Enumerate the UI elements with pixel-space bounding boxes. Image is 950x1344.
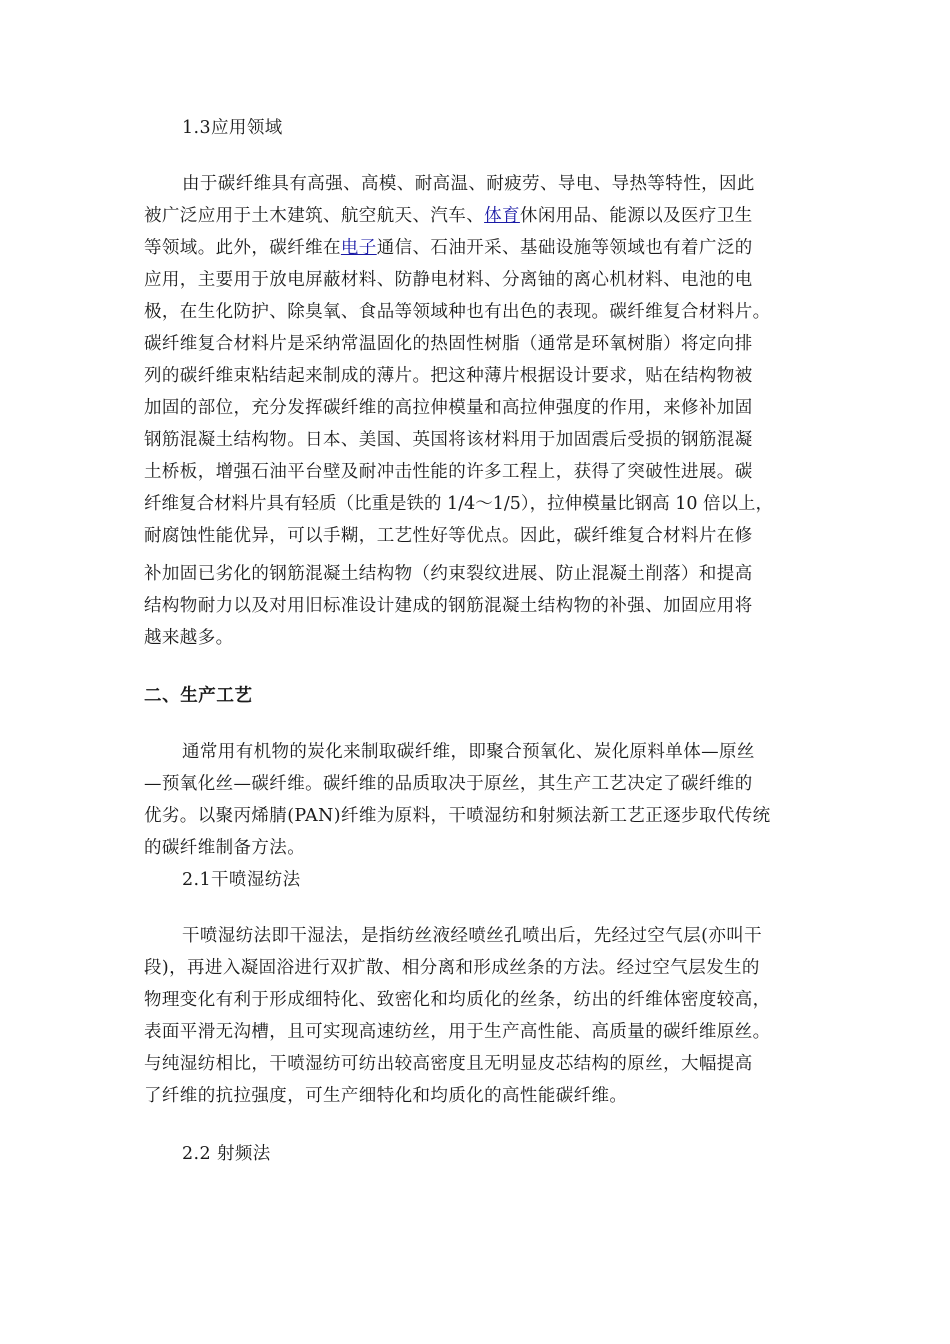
text-run: 等领域。此外，碳纤维在: [144, 238, 341, 258]
text-run: 休闲用品、能源以及医疗卫生: [519, 206, 753, 226]
paragraph-line: 应用，主要用于放电屏蔽材料、防静电材料、分离铀的离心机材料、电池的电: [144, 270, 753, 290]
paragraph-line: 越来越多。: [144, 628, 234, 648]
paragraph-line: 与纯湿纺相比，干喷湿纺可纺出较高密度且无明显皮芯结构的原丝，大幅提高: [144, 1054, 753, 1074]
text-run: 被广泛应用于土木建筑、航空航天、汽车、: [144, 206, 485, 226]
section-1-3-title: 1.3应用领域: [182, 118, 283, 138]
link-tiyu[interactable]: 体育: [484, 206, 520, 226]
paragraph-line: 由于碳纤维具有高强、高模、耐高温、耐疲劳、导电、导热等特性，因此: [182, 174, 755, 194]
paragraph-line: 物理变化有利于形成细特化、致密化和均质化的丝条，纺出的纤维体密度较高，: [144, 990, 771, 1010]
paragraph-line: 极，在生化防护、除臭氧、食品等领域种也有出色的表现。碳纤维复合材料片。: [144, 302, 771, 322]
paragraph-line: 土桥板，增强石油平台壁及耐冲击性能的许多工程上，获得了突破性进展。碳: [144, 462, 753, 482]
paragraph-line: 碳纤维复合材料片是采纳常温固化的热固性树脂（通常是环氧树脂）将定向排: [144, 334, 753, 354]
paragraph-line: 纤维复合材料片具有轻质（比重是铁的 1/4～1/5），拉伸模量比钢高 10 倍以上，: [144, 494, 774, 514]
paragraph-line: 加固的部位，充分发挥碳纤维的高拉伸模量和高拉伸强度的作用，来修补加固: [144, 398, 753, 418]
paragraph-line: [144, 204, 753, 228]
paragraph-line: 了纤维的抗拉强度，可生产细特化和均质化的高性能碳纤维。: [144, 1086, 628, 1106]
paragraph-line: 优劣。以聚丙烯腈(PAN)纤维为原料，干喷湿纺和射频法新工艺正逐步取代传统: [144, 806, 771, 826]
paragraph-line: 补加固已劣化的钢筋混凝土结构物（约束裂纹进展、防止混凝土削落）和提高: [144, 564, 753, 584]
section-2-1-title: 2.1干喷湿纺法: [182, 870, 301, 890]
link-dianzi[interactable]: 电子: [340, 238, 377, 258]
paragraph-line: 钢筋混凝土结构物。日本、美国、英国将该材料用于加固震后受损的钢筋混凝: [144, 430, 753, 450]
paragraph-line: 通常用有机物的炭化来制取碳纤维，即聚合预氧化、炭化原料单体—原丝: [182, 742, 755, 762]
paragraph-line: 列的碳纤维束粘结起来制成的薄片。把这种薄片根据设计要求，贴在结构物被: [144, 366, 753, 386]
paragraph-line: 表面平滑无沟槽，且可实现高速纺丝，用于生产高性能、高质量的碳纤维原丝。: [144, 1022, 771, 1042]
paragraph-line: 结构物耐力以及对用旧标准设计建成的钢筋混凝土结构物的补强、加固应用将: [144, 596, 753, 616]
section-2-2-title: 2.2 射频法: [182, 1144, 271, 1164]
paragraph-line: 耐腐蚀性能优异，可以手糊，工艺性好等优点。因此，碳纤维复合材料片在修: [144, 526, 753, 546]
text-run: 通信、石油开采、基础设施等领域也有着广泛的: [376, 238, 753, 258]
paragraph-line: [144, 236, 753, 260]
paragraph-line: 的碳纤维制备方法。: [144, 838, 306, 858]
section-2-heading: 二、生产工艺: [144, 686, 253, 706]
paragraph-line: —预氧化丝—碳纤维。碳纤维的品质取决于原丝，其生产工艺决定了碳纤维的: [144, 774, 753, 794]
paragraph-line: 段)，再进入凝固浴进行双扩散、相分离和形成丝条的方法。经过空气层发生的: [144, 958, 760, 978]
paragraph-line: 干喷湿纺法即干湿法，是指纺丝液经喷丝孔喷出后，先经过空气层(亦叫干: [182, 926, 763, 946]
